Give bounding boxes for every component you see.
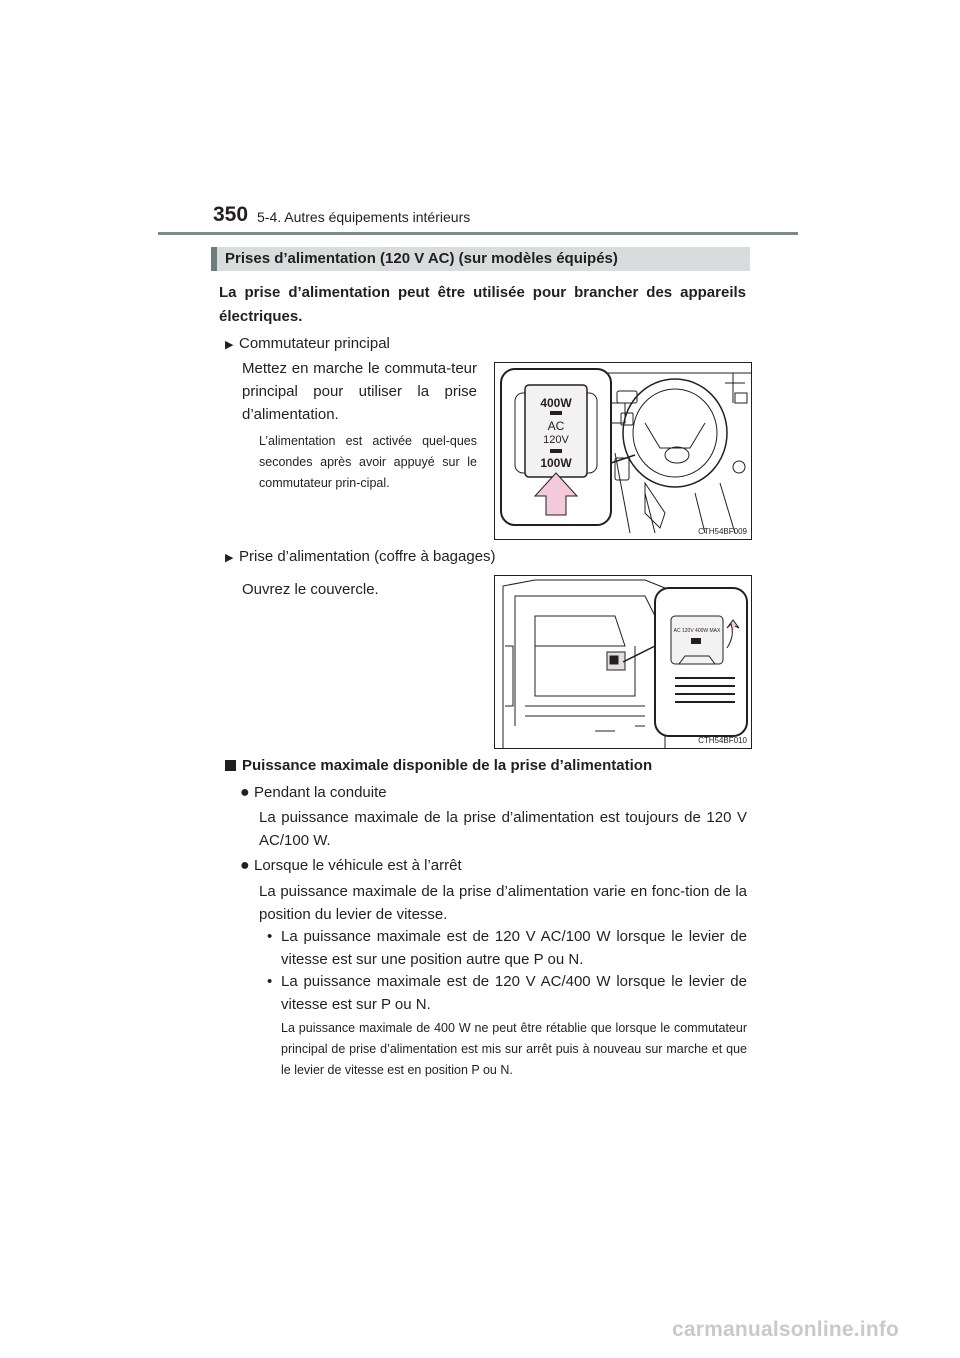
triangle-bullet-icon: ▶ [225, 339, 234, 351]
driving-text: La puissance maximale de la prise d’alimentation est toujours de 120 V AC/100 W. [259, 809, 747, 849]
indicator-400w [550, 411, 562, 415]
stopped-label [240, 854, 462, 878]
panel-label-ac: AC [547, 419, 565, 433]
square-bullet-icon [225, 760, 236, 771]
figure-code-2: CTH54BF010 [698, 736, 747, 745]
panel-label-120v: 120V [543, 434, 569, 446]
dashboard-illustration [495, 363, 751, 539]
indicator-100w [550, 449, 562, 453]
bullet-text-1: La puissance maximale est de 120 V AC/100 W lorsque le levier de vitesse est sur une position autre que P ou N. [281, 928, 747, 968]
main-switch-note: L’alimentation est activée quel-ques secondes après avoir appuyé sur le commutateur prin-cipal. [259, 434, 477, 490]
luggage-outlet-figure [494, 575, 752, 749]
bullet-dot: • [267, 928, 273, 945]
luggage-outlet-instruction: Ouvrez le couvercle. [242, 581, 379, 598]
stopped-note: La puissance maximale de 400 W ne peut être rétablie que lorsque le commutateur principal de prise d’alimentation est mis sur arrêt puis à nouveau sur marche et que le levier de vitesse est en position P ou N. [281, 1021, 747, 1077]
bullet-item-2 [267, 970, 747, 1016]
main-switch-heading [225, 332, 390, 357]
main-switch-heading-text: Commutateur principal [239, 335, 390, 352]
luggage-outlet-heading-text: Prise d’alimentation (coffre à bagages) [239, 548, 496, 565]
inset-label: AC 120V 400W MAX [673, 628, 721, 634]
round-bullet-icon: ● [240, 857, 250, 874]
stopped-label-text: Lorsque le véhicule est à l’arrêt [254, 857, 462, 874]
section-title-bar [211, 247, 750, 271]
main-switch-instruction: Mettez en marche le commuta-teur principal pour utiliser la prise d’alimentation. [242, 360, 477, 423]
max-power-heading-text: Puissance maximale disponible de la prise d’alimentation [242, 757, 653, 774]
stopped-text: La puissance maximale de la prise d’alimentation varie en fonc-tion de la position du levier de vitesse. [259, 883, 747, 923]
luggage-illustration [495, 576, 751, 748]
bullet-text-2: La puissance maximale est de 120 V AC/400 W lorsque le levier de vitesse est sur P ou N. [281, 973, 747, 1013]
round-bullet-icon: ● [240, 784, 250, 801]
max-power-heading [225, 757, 652, 774]
bullet-item-1 [267, 925, 747, 971]
section-accent [211, 247, 217, 271]
panel-label-100w: 100W [540, 456, 572, 470]
panel-label-400w: 400W [540, 396, 572, 410]
bullet-dot: • [267, 973, 273, 990]
header-divider [158, 232, 798, 235]
intro-text: La prise d’alimentation peut être utilisée pour brancher des appareils électriques. [219, 284, 746, 325]
main-switch-figure [494, 362, 752, 540]
luggage-outlet-heading [225, 545, 496, 570]
figure-code-1: CTH54BF009 [698, 527, 747, 536]
watermark: carmanualsonline.info [672, 1318, 900, 1341]
section-title: Prises d’alimentation (120 V AC) (sur modèles équipés) [225, 250, 618, 267]
chapter-title: 5-4. Autres équipements intérieurs [257, 209, 471, 225]
page-number: 350 [213, 203, 249, 226]
driving-label [240, 781, 387, 805]
driving-label-text: Pendant la conduite [254, 784, 387, 801]
triangle-bullet-icon: ▶ [225, 552, 234, 564]
